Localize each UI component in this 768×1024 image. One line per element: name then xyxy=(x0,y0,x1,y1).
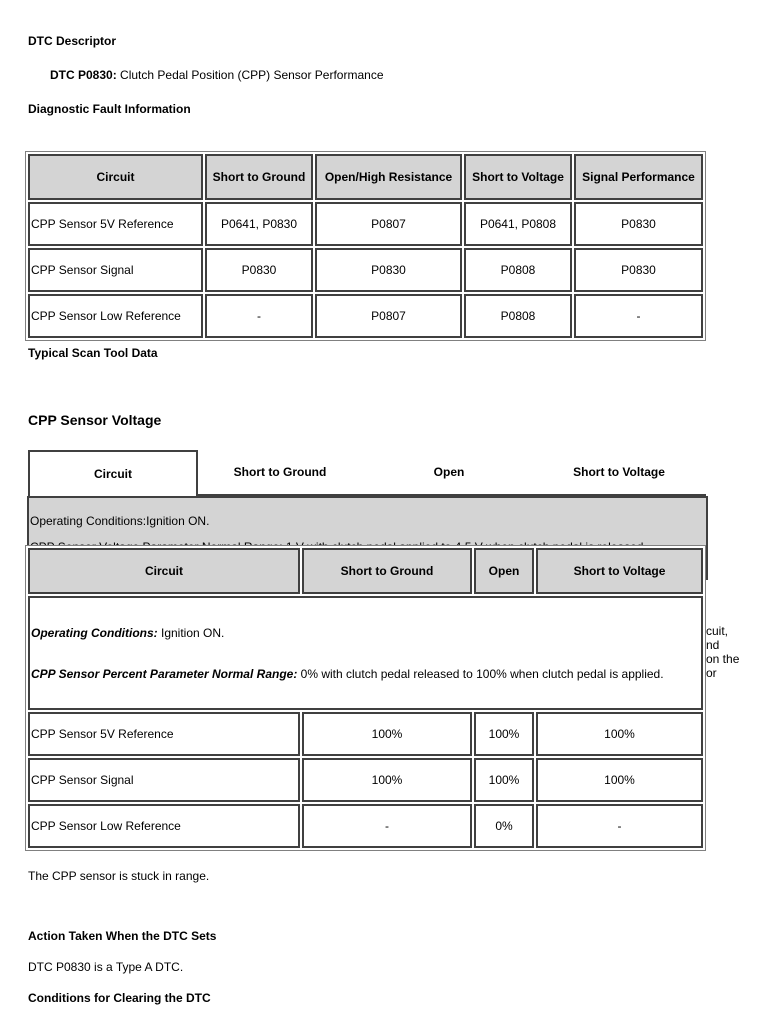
tab-open[interactable]: Open xyxy=(433,465,465,479)
fault-cell: P0808 xyxy=(464,248,572,292)
percent-cell: 0% xyxy=(474,804,534,848)
percent-cell: CPP Sensor Signal xyxy=(28,758,300,802)
bg-side-fragments xyxy=(706,624,766,680)
fault-cell: P0830 xyxy=(574,202,703,246)
percent-header-open: Open xyxy=(474,548,534,594)
percent-conditions-cell xyxy=(28,596,703,710)
fault-cell: P0807 xyxy=(315,294,462,338)
bg-fragment: cuit, xyxy=(706,624,729,638)
percent-cell: 100% xyxy=(302,758,472,802)
typical-scan-heading: Typical Scan Tool Data xyxy=(28,346,158,360)
fault-table xyxy=(25,151,706,341)
tab-short-to-voltage[interactable]: Short to Voltage xyxy=(573,465,665,479)
fault-cell: P0641, P0830 xyxy=(205,202,313,246)
fault-cell: P0807 xyxy=(315,202,462,246)
percent-range-value: 0% with clutch pedal released to 100% when clutch pedal is applied. xyxy=(297,667,664,681)
bg-operating-conditions: Operating Conditions:Ignition ON. xyxy=(30,514,210,528)
bg-fragment: on the xyxy=(706,652,740,666)
fault-cell: P0641, P0808 xyxy=(464,202,572,246)
percent-cell: CPP Sensor Low Reference xyxy=(28,804,300,848)
fault-cell: CPP Sensor Low Reference xyxy=(28,294,203,338)
fault-header-signal-performance: Signal Performance xyxy=(574,154,703,200)
percent-header-circuit: Circuit xyxy=(28,548,300,594)
fault-header-open: Open/High Resistance xyxy=(315,154,462,200)
bg-fragment: or xyxy=(706,666,717,680)
operating-conditions-line xyxy=(31,626,701,640)
fault-header-short-ground: Short to Ground xyxy=(205,154,313,200)
operating-conditions-value: Ignition ON. xyxy=(157,626,225,640)
percent-table xyxy=(25,545,706,851)
fault-cell: CPP Sensor Signal xyxy=(28,248,203,292)
fault-cell: P0808 xyxy=(464,294,572,338)
fault-cell: - xyxy=(574,294,703,338)
percent-cell: 100% xyxy=(474,758,534,802)
table-row xyxy=(28,248,703,292)
tab-short-to-ground[interactable]: Short to Ground xyxy=(233,465,327,479)
percent-cell: CPP Sensor 5V Reference xyxy=(28,712,300,756)
percent-cell: - xyxy=(536,804,703,848)
percent-cell: 100% xyxy=(536,758,703,802)
table-row xyxy=(28,758,703,802)
percent-table-header-row xyxy=(28,548,703,594)
table-row xyxy=(28,712,703,756)
diagnostic-fault-heading: Diagnostic Fault Information xyxy=(28,102,191,116)
stuck-in-range-text: The CPP sensor is stuck in range. xyxy=(28,869,210,883)
percent-cell: 100% xyxy=(302,712,472,756)
fault-cell: - xyxy=(205,294,313,338)
fault-cell: P0830 xyxy=(574,248,703,292)
fault-cell: CPP Sensor 5V Reference xyxy=(28,202,203,246)
dtc-code: DTC P0830: xyxy=(50,68,117,82)
cpp-voltage-heading: CPP Sensor Voltage xyxy=(28,412,162,428)
percent-cell: 100% xyxy=(474,712,534,756)
percent-conditions-row xyxy=(28,596,703,710)
dtc-descriptor-line xyxy=(50,68,384,82)
operating-conditions-label: Operating Conditions: xyxy=(31,626,158,640)
fault-cell: P0830 xyxy=(315,248,462,292)
bg-fragment: nd xyxy=(706,638,720,652)
percent-range-label: CPP Sensor Percent Parameter Normal Range: xyxy=(31,667,298,681)
table-row xyxy=(28,294,703,338)
fault-header-short-voltage: Short to Voltage xyxy=(464,154,572,200)
percent-cell: - xyxy=(302,804,472,848)
percent-header-short-ground: Short to Ground xyxy=(302,548,472,594)
percent-cell: 100% xyxy=(536,712,703,756)
clearing-conditions-heading: Conditions for Clearing the DTC xyxy=(28,991,211,1005)
fault-table-header-row xyxy=(28,154,703,200)
action-taken-text: DTC P0830 is a Type A DTC. xyxy=(28,960,184,974)
percent-header-short-voltage: Short to Voltage xyxy=(536,548,703,594)
table-row xyxy=(28,804,703,848)
fault-cell: P0830 xyxy=(205,248,313,292)
dtc-description: Clutch Pedal Position (CPP) Sensor Performance xyxy=(120,68,384,82)
tab-circuit[interactable]: Circuit xyxy=(28,450,198,496)
dtc-descriptor-heading: DTC Descriptor xyxy=(28,34,117,48)
fault-header-circuit: Circuit xyxy=(28,154,203,200)
table-row xyxy=(28,202,703,246)
percent-range-line xyxy=(31,667,701,681)
action-taken-heading: Action Taken When the DTC Sets xyxy=(28,929,217,943)
